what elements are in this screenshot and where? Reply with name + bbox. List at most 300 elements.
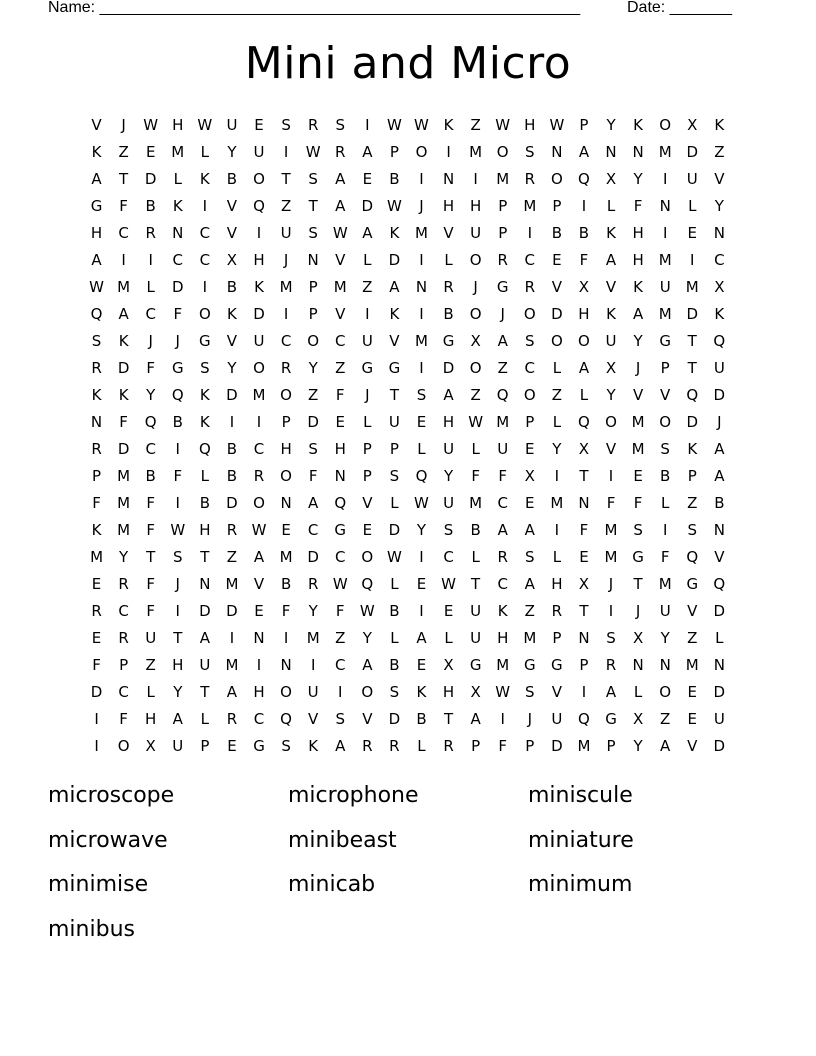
grid-cell: M: [225, 575, 239, 593]
grid-cell: A: [362, 656, 373, 674]
grid-cell: K: [91, 143, 102, 161]
grid-cell: Y: [146, 386, 156, 404]
grid-cell: Y: [714, 197, 724, 215]
grid-cell: B: [578, 224, 590, 242]
grid-cell: H: [551, 575, 563, 593]
grid-cell: U: [659, 602, 671, 620]
grid-cell: H: [90, 224, 103, 242]
grid-cell: I: [256, 656, 262, 674]
grid-cell: X: [605, 359, 617, 377]
grid-cell: V: [362, 710, 373, 728]
grid-cell: B: [443, 305, 454, 323]
grid-cell: M: [631, 413, 645, 431]
grid-cell: P: [362, 440, 372, 458]
word-list-item: microscope: [48, 783, 175, 808]
grid-cell: C: [118, 602, 129, 620]
grid-cell: E: [687, 683, 697, 701]
grid-cell: Z: [714, 143, 725, 161]
grid-cell: O: [361, 683, 374, 701]
grid-cell: V: [335, 251, 346, 269]
grid-cell: U: [659, 278, 671, 296]
grid-cell: I: [419, 548, 424, 566]
grid-cell: I: [256, 224, 262, 242]
grid-cell: I: [419, 170, 424, 188]
grid-cell: U: [686, 170, 698, 188]
grid-cell: E: [145, 143, 156, 161]
grid-cell: R: [389, 737, 400, 755]
grid-cell: O: [253, 170, 265, 188]
word-list-item: minibeast: [288, 827, 397, 853]
grid-cell: U: [226, 116, 238, 134]
grid-cell: K: [199, 413, 210, 431]
grid-cell: Q: [686, 386, 699, 404]
grid-cell: B: [145, 197, 156, 215]
grid-cell: M: [117, 521, 131, 539]
grid-cell: R: [497, 548, 508, 566]
page-title: Mini and Micro: [244, 38, 572, 89]
grid-cell: O: [307, 332, 320, 350]
grid-cell: M: [658, 143, 672, 161]
grid-cell: S: [443, 521, 454, 539]
grid-cell: A: [172, 710, 183, 728]
grid-cell: M: [550, 494, 564, 512]
grid-cell: C: [524, 359, 536, 377]
grid-cell: S: [173, 548, 183, 566]
grid-cell: K: [416, 683, 427, 701]
grid-cell: H: [442, 197, 455, 215]
grid-cell: C: [145, 440, 156, 458]
grid-cell: X: [226, 251, 238, 269]
grid-cell: Y: [362, 629, 372, 647]
grid-cell: X: [578, 440, 590, 458]
grid-cell: H: [334, 440, 346, 458]
grid-cell: V: [226, 332, 238, 350]
grid-cell: Y: [227, 359, 237, 377]
grid-cell: C: [497, 494, 508, 512]
grid-cell: N: [632, 656, 644, 674]
grid-row: [83, 167, 733, 194]
grid-cell: K: [389, 224, 400, 242]
grid-cell: B: [145, 467, 156, 485]
grid-cell: B: [280, 575, 292, 593]
grid-cell: Q: [361, 575, 374, 593]
grid-cell: T: [281, 170, 291, 188]
grid-row: [83, 572, 733, 599]
word-list-item: miniature: [528, 827, 634, 853]
grid-cell: A: [308, 494, 319, 512]
grid-cell: P: [281, 413, 291, 431]
grid-cell: B: [389, 170, 400, 188]
grid-cell: V: [605, 440, 617, 458]
grid-cell: D: [388, 251, 401, 269]
grid-cell: X: [605, 170, 617, 188]
grid-cell: J: [635, 359, 641, 377]
grid-cell: K: [199, 170, 210, 188]
grid-cell: A: [362, 143, 373, 161]
grid-cell: H: [172, 656, 184, 674]
grid-cell: O: [605, 413, 617, 431]
grid-cell: F: [173, 305, 183, 323]
grid-cell: D: [388, 521, 401, 539]
grid-cell: U: [361, 332, 373, 350]
grid-cell: M: [523, 197, 537, 215]
grid-cell: U: [145, 629, 157, 647]
grid-cell: I: [419, 359, 424, 377]
grid-cell: M: [117, 467, 131, 485]
grid-cell: E: [362, 521, 373, 539]
grid-cell: Z: [118, 143, 129, 161]
grid-cell: Y: [443, 467, 454, 485]
grid-cell: L: [444, 629, 453, 647]
grid-row: [83, 707, 733, 734]
grid-cell: O: [578, 332, 590, 350]
grid-row: [83, 464, 733, 491]
grid-cell: W: [359, 602, 375, 620]
grid-row: [83, 545, 733, 572]
grid-cell: U: [713, 710, 725, 728]
grid-cell: U: [713, 359, 725, 377]
grid-cell: F: [146, 359, 156, 377]
grid-cell: M: [496, 413, 510, 431]
grid-cell: O: [280, 683, 292, 701]
grid-cell: U: [605, 332, 617, 350]
grid-cell: M: [685, 656, 699, 674]
grid-cell: O: [659, 413, 672, 431]
grid-cell: O: [253, 494, 265, 512]
grid-cell: H: [172, 116, 184, 134]
grid-cell: B: [714, 494, 725, 512]
grid-cell: Y: [552, 440, 562, 458]
grid-cell: N: [713, 521, 725, 539]
grid-cell: M: [333, 278, 347, 296]
grid-cell: L: [715, 629, 724, 647]
grid-cell: K: [687, 440, 698, 458]
grid-cell: M: [469, 494, 483, 512]
word-list-item: microphone: [288, 783, 419, 808]
grid-cell: A: [335, 170, 346, 188]
grid-cell: U: [443, 494, 455, 512]
grid-cell: G: [523, 656, 536, 674]
grid-cell: Q: [334, 494, 347, 512]
grid-cell: H: [442, 413, 455, 431]
grid-cell: P: [389, 143, 399, 161]
grid-cell: I: [690, 251, 695, 269]
grid-cell: P: [471, 737, 481, 755]
grid-cell: R: [524, 170, 535, 188]
grid-cell: E: [579, 548, 589, 566]
grid-cell: D: [713, 737, 726, 755]
grid-cell: M: [415, 332, 428, 350]
grid-cell: D: [442, 359, 455, 377]
grid-cell: A: [632, 305, 644, 323]
grid-cell: L: [146, 683, 155, 701]
grid-cell: B: [660, 467, 671, 485]
grid-cell: K: [118, 332, 129, 350]
grid-cell: P: [579, 656, 589, 674]
grid-cell: I: [283, 143, 289, 161]
grid-cell: I: [581, 197, 587, 215]
grid-cell: O: [496, 143, 509, 161]
grid-cell: W: [305, 143, 321, 161]
grid-cell: G: [605, 710, 617, 728]
grid-cell: S: [633, 521, 643, 539]
grid-cell: F: [173, 467, 183, 485]
grid-cell: A: [443, 386, 454, 404]
grid-cell: B: [172, 413, 183, 431]
grid-cell: C: [335, 548, 346, 566]
grid-cell: O: [415, 143, 428, 161]
grid-cell: A: [605, 251, 617, 269]
grid-cell: N: [172, 224, 184, 242]
grid-cell: R: [280, 359, 292, 377]
grid-cell: F: [335, 386, 345, 404]
grid-cell: F: [606, 494, 616, 512]
grid-cell: V: [660, 386, 671, 404]
grid-cell: A: [578, 359, 590, 377]
grid-cell: B: [389, 656, 400, 674]
grid-cell: R: [307, 575, 319, 593]
grid-cell: I: [283, 629, 289, 647]
grid-cell: J: [608, 575, 614, 593]
grid-cell: T: [308, 197, 318, 215]
grid-cell: N: [578, 629, 590, 647]
grid-cell: N: [334, 467, 346, 485]
grid-cell: I: [310, 656, 316, 674]
grid-cell: W: [495, 116, 511, 134]
grid-cell: K: [308, 737, 319, 755]
grid-cell: J: [717, 413, 722, 431]
grid-cell: W: [170, 521, 186, 539]
grid-cell: I: [662, 170, 668, 188]
grid-cell: M: [117, 494, 131, 512]
grid-cell: E: [416, 656, 427, 674]
grid-row: [83, 383, 733, 410]
grid-cell: R: [226, 710, 238, 728]
word-list-item: minimise: [48, 872, 149, 897]
grid-cell: S: [389, 683, 400, 701]
grid-cell: A: [470, 710, 481, 728]
grid-cell: Q: [578, 170, 590, 188]
grid-cell: D: [226, 602, 238, 620]
grid-cell: F: [119, 413, 128, 431]
grid-cell: F: [281, 602, 291, 620]
grid-cell: O: [469, 359, 482, 377]
grid-cell: Z: [335, 359, 346, 377]
grid-cell: U: [199, 656, 211, 674]
grid-cell: X: [687, 116, 698, 134]
grid-row: [83, 734, 733, 761]
grid-cell: Q: [686, 548, 699, 566]
grid-cell: E: [335, 413, 345, 431]
grid-cell: C: [443, 548, 454, 566]
grid-cell: Z: [280, 197, 292, 215]
grid-cell: A: [335, 197, 346, 215]
grid-cell: Y: [633, 170, 643, 188]
grid-cell: F: [146, 602, 156, 620]
grid-cell: T: [119, 170, 129, 188]
grid-cell: R: [91, 440, 102, 458]
grid-cell: H: [442, 683, 455, 701]
grid-cell: Q: [578, 413, 590, 431]
grid-cell: B: [416, 710, 427, 728]
grid-cell: U: [253, 332, 265, 350]
grid-cell: P: [308, 278, 318, 296]
grid-cell: A: [389, 278, 400, 296]
grid-cell: H: [280, 440, 292, 458]
grid-cell: W: [441, 575, 456, 593]
grid-row: [83, 302, 733, 329]
grid-cell: E: [254, 116, 264, 134]
grid-cell: S: [308, 224, 318, 242]
grid-cell: D: [90, 683, 103, 701]
grid-cell: C: [118, 224, 129, 242]
grid-cell: P: [498, 224, 508, 242]
grid-cell: E: [227, 737, 237, 755]
grid-cell: D: [171, 278, 184, 296]
grid-cell: F: [146, 521, 156, 539]
grid-row: [83, 653, 733, 680]
grid-cell: M: [658, 251, 672, 269]
grid-cell: A: [578, 143, 590, 161]
grid-cell: T: [579, 602, 589, 620]
grid-cell: H: [497, 629, 509, 647]
word-list-item: microwave: [48, 827, 168, 853]
grid-cell: S: [606, 629, 616, 647]
grid-cell: N: [307, 251, 319, 269]
grid-cell: M: [658, 575, 672, 593]
grid-cell: R: [91, 602, 102, 620]
grid-cell: S: [200, 359, 210, 377]
grid-cell: K: [172, 197, 183, 215]
grid-cell: I: [527, 224, 532, 242]
grid-cell: I: [175, 602, 180, 620]
grid-cell: S: [335, 710, 345, 728]
grid-cell: A: [714, 440, 725, 458]
grid-cell: L: [173, 170, 182, 188]
grid-cell: A: [416, 629, 427, 647]
grid-cell: R: [497, 251, 508, 269]
grid-cell: L: [444, 251, 453, 269]
grid-cell: V: [443, 224, 454, 242]
date-line: Date: _______: [627, 0, 732, 16]
grid-cell: N: [713, 656, 725, 674]
grid-cell: P: [119, 656, 129, 674]
grid-cell: B: [551, 224, 563, 242]
grid-row: [83, 437, 733, 464]
grid-cell: Z: [335, 629, 346, 647]
grid-cell: Q: [280, 710, 292, 728]
grid-cell: F: [633, 197, 643, 215]
grid-cell: A: [226, 683, 238, 701]
grid-cell: A: [118, 305, 129, 323]
grid-cell: G: [686, 575, 699, 593]
grid-cell: G: [253, 737, 265, 755]
grid-cell: K: [91, 386, 102, 404]
grid-cell: H: [253, 251, 265, 269]
grid-cell: G: [334, 521, 347, 539]
grid-cell: C: [118, 683, 129, 701]
grid-cell: M: [415, 224, 428, 242]
grid-cell: M: [496, 656, 510, 674]
grid-cell: D: [388, 710, 401, 728]
grid-cell: Q: [198, 440, 211, 458]
grid-cell: L: [200, 467, 210, 485]
grid-cell: O: [550, 170, 563, 188]
grid-cell: I: [365, 116, 370, 134]
grid-cell: C: [524, 251, 536, 269]
grid-cell: X: [578, 278, 590, 296]
grid-cell: K: [227, 305, 237, 323]
grid-cell: T: [633, 575, 643, 593]
grid-cell: R: [605, 656, 617, 674]
grid-cell: K: [443, 116, 454, 134]
grid-cell: O: [280, 386, 292, 404]
word-list-item: miniscule: [528, 783, 633, 808]
grid-cell: X: [632, 629, 644, 647]
grid-cell: R: [226, 521, 238, 539]
grid-cell: G: [469, 656, 482, 674]
grid-cell: V: [253, 575, 265, 593]
grid-cell: W: [386, 548, 402, 566]
grid-cell: E: [552, 251, 562, 269]
grid-cell: I: [554, 467, 560, 485]
grid-row: [83, 329, 733, 356]
grid-cell: W: [89, 278, 104, 296]
grid-cell: D: [686, 413, 699, 431]
grid-cell: F: [660, 548, 670, 566]
grid-cell: J: [175, 332, 180, 350]
grid-cell: A: [524, 575, 535, 593]
grid-cell: W: [386, 197, 402, 215]
grid-cell: P: [362, 467, 372, 485]
grid-cell: I: [554, 521, 560, 539]
grid-cell: I: [473, 170, 478, 188]
grid-cell: S: [416, 386, 427, 404]
grid-cell: P: [308, 305, 318, 323]
grid-cell: V: [362, 494, 373, 512]
grid-cell: Q: [415, 467, 428, 485]
grid-cell: N: [713, 224, 725, 242]
grid-cell: L: [200, 710, 210, 728]
grid-cell: F: [119, 197, 128, 215]
grid-cell: A: [605, 683, 617, 701]
grid-cell: J: [473, 278, 478, 296]
grid-cell: G: [361, 359, 374, 377]
grid-cell: C: [172, 251, 184, 269]
grid-cell: L: [661, 494, 670, 512]
grid-cell: Y: [606, 386, 616, 404]
letter-grid: [83, 113, 733, 761]
grid-cell: K: [606, 305, 616, 323]
grid-cell: M: [252, 386, 266, 404]
grid-cell: B: [226, 170, 238, 188]
word-list-item: minibus: [48, 916, 135, 942]
grid-cell: Q: [171, 386, 184, 404]
grid-cell: S: [281, 737, 291, 755]
grid-cell: A: [524, 521, 535, 539]
grid-cell: O: [659, 683, 672, 701]
grid-cell: E: [525, 494, 535, 512]
grid-cell: D: [226, 494, 238, 512]
grid-cell: J: [500, 305, 505, 323]
grid-cell: N: [632, 143, 644, 161]
grid-cell: P: [200, 737, 210, 755]
grid-cell: M: [631, 440, 645, 458]
grid-cell: T: [579, 467, 589, 485]
grid-cell: B: [226, 440, 238, 458]
grid-cell: J: [365, 386, 370, 404]
grid-cell: N: [442, 170, 455, 188]
